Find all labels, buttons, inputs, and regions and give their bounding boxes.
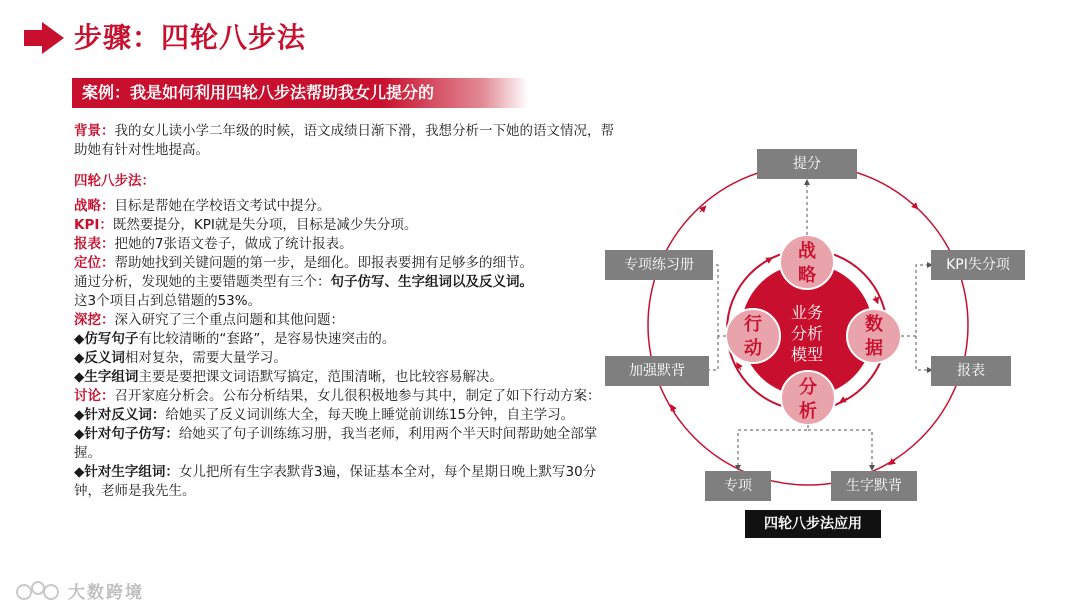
locate-line	[74, 254, 614, 273]
action-3	[74, 463, 614, 501]
strategy-text: 目标是帮她在学校语文考试中提分。	[114, 198, 331, 214]
dig-bullet-2-text: 相对复杂，需要大量学习。	[124, 350, 287, 366]
center-label-line-3: 模型	[790, 345, 823, 364]
connector-bottom	[738, 425, 808, 468]
dig-bullet-3-text: 主要是要把课文词语默写搞定，范围清晰，也比较容易解决。	[138, 369, 503, 385]
kpi-label: KPI：	[74, 217, 113, 233]
locate-label: 定位：	[74, 255, 115, 271]
action-2-key: ◆针对句子仿写：	[74, 426, 179, 442]
brand-logo-icon	[14, 578, 66, 602]
dig-line	[74, 311, 614, 330]
action-2-text: 给她买了句子训练练习册，我当老师，利用两个半天时间帮助她全部掌握。	[74, 426, 598, 461]
strategy-label: 战略：	[74, 198, 115, 214]
box-lianxice: 专项练习册	[605, 250, 713, 280]
background-label: 背景：	[74, 123, 115, 139]
title-arrow-icon	[24, 22, 64, 54]
brand-name: 大数跨境	[68, 583, 144, 603]
action-3-key: ◆针对生字组词：	[74, 464, 179, 480]
box-kpi: KPI失分项	[931, 250, 1025, 280]
petal-right-label: 数 据	[865, 314, 883, 359]
outer-arrow-1	[912, 203, 916, 207]
report-text: 把她的7张语文卷子，做成了统计报表。	[114, 236, 353, 252]
dig-bullet-2-key: ◆反义词	[74, 350, 125, 366]
action-3-text: 女儿把所有生字表默背3遍，保证基本全对，每个星期日晚上默写30分钟，老师是我先生。	[74, 464, 597, 499]
dig-bullet-2	[74, 349, 614, 368]
dig-bullet-1-key: ◆仿写句子	[74, 331, 139, 347]
action-2	[74, 425, 614, 463]
discuss-text: 召开家庭分析会。公布分析结果，女儿很积极地参与其中，制定了如下行动方案：	[114, 388, 601, 404]
box-shengzi: 生字默背	[831, 471, 917, 501]
outer-arrow-5	[700, 208, 704, 212]
diagram-caption: 四轮八步法应用	[745, 510, 881, 538]
method-heading	[74, 172, 614, 191]
locate-text-2b: 句子仿写、生字组词以及反义词。	[330, 274, 533, 290]
dig-bullet-1	[74, 330, 614, 349]
kpi-text: 既然要提分，KPI就是失分项，目标是减少失分项。	[112, 217, 418, 233]
connector-bottom-2	[808, 430, 872, 468]
connector-right-2	[916, 336, 930, 370]
petal-bottom-label: 分 析	[799, 377, 817, 422]
method-heading-text: 四轮八步法：	[74, 173, 155, 189]
center-label-line-1: 业务	[790, 303, 823, 322]
dig-text: 深入研究了三个重点问题和其他问题：	[114, 312, 344, 328]
inner-arrow-3	[738, 365, 741, 370]
inner-arrow-1	[875, 296, 877, 301]
strategy-line	[74, 197, 614, 216]
background-paragraph	[74, 122, 614, 160]
action-1-text: 给她买了反义词训练大全，每天晚上睡觉前训练15分钟，自主学习。	[165, 407, 575, 423]
box-tifen: 提分	[757, 149, 857, 179]
dig-bullet-3	[74, 368, 614, 387]
action-1	[74, 406, 614, 425]
case-banner: 案例：我是如何利用四轮八步法帮助我女儿提分的	[72, 78, 528, 108]
case-body	[74, 122, 614, 501]
center-label	[782, 302, 832, 365]
connector-right	[901, 265, 930, 336]
background-text: 我的女儿读小学二年级的时候，语文成绩日渐下滑，我想分析一下她的语文情况，帮助她有针对性地提高。	[74, 123, 614, 158]
report-label: 报表：	[74, 236, 115, 252]
locate-line-3	[74, 292, 614, 311]
report-line	[74, 235, 614, 254]
discuss-line	[74, 387, 614, 406]
center-label-line-2: 分析	[790, 324, 823, 343]
action-1-key: ◆针对反义词：	[74, 407, 166, 423]
dig-label: 深挖：	[74, 312, 115, 328]
petal-left-label: 行 动	[744, 314, 762, 359]
locate-text-2a: 通过分析，发现她的主要错题类型有三个：	[74, 274, 331, 290]
box-jiaqiang: 加强默背	[605, 356, 709, 386]
dig-bullet-3-key: ◆生字组词	[74, 369, 139, 385]
kpi-line	[74, 216, 614, 235]
locate-text-1: 帮助她找到关键问题的第一步，是细化。即报表要拥有足够多的细节。	[114, 255, 533, 271]
locate-text-3: 这3个项目占到总错题的53%。	[74, 293, 262, 309]
box-report: 报表	[931, 356, 1011, 386]
box-zhuanxiang: 专项	[705, 471, 771, 501]
petal-top-label: 战 略	[798, 241, 816, 286]
dig-bullet-1-text: 有比较清晰的“套路”，是容易快速突击的。	[138, 331, 396, 347]
discuss-label: 讨论：	[74, 388, 115, 404]
locate-line-2	[74, 273, 614, 292]
page-title: 步骤：四轮八步法	[74, 21, 307, 54]
